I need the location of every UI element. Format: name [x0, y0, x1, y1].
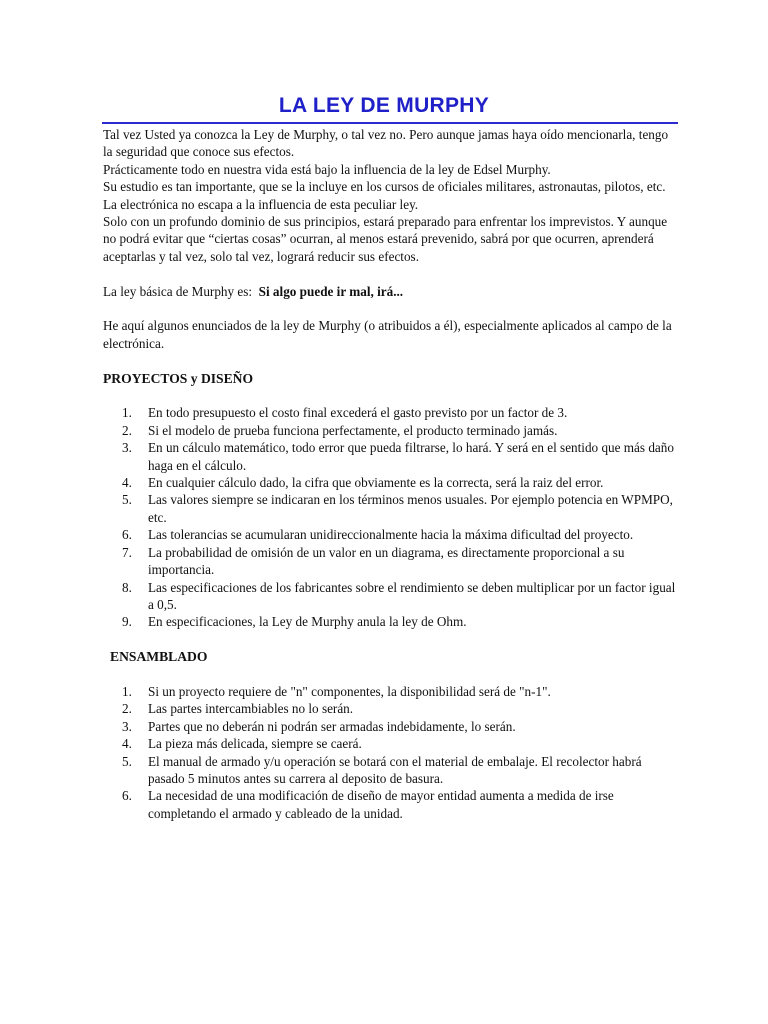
list-item-number: 4.	[122, 736, 132, 752]
list-item-text: En cualquier cálculo dado, la cifra que obviamente es la correcta, será la raiz del error.	[148, 475, 604, 491]
list-item-text: En un cálculo matemático, todo error que pueda filtrarse, lo hará. Y será en el sentido que más daño haga en el cálculo.	[148, 440, 674, 473]
list-item-text: En todo presupuesto el costo final excederá el gasto previsto por un factor de 3.	[148, 405, 568, 421]
basic-law-statement: Si algo puede ir mal, irá...	[258, 283, 404, 299]
list-item-text: Si un proyecto requiere de "n" componentes, la disponibilidad será de "n-1".	[148, 683, 551, 699]
basic-law-label: La ley básica de Murphy es:	[103, 283, 253, 299]
intro-paragraph: Solo con un profundo dominio de sus principios, estará preparado para enfrentar los imprevistos. Y aunque no podrá evitar que “ciertas cosas” ocurran, al menos estará prevenido, sabrá por que ocurren, aprenderá aceptarlas y tal vez, solo tal vez, logrará reducir sus efectos.	[103, 214, 668, 264]
list-item	[103, 491, 678, 526]
proyectos-list	[103, 404, 678, 630]
paragraph-spacer	[103, 300, 678, 317]
list-item-number: 8.	[122, 579, 132, 595]
list-item	[103, 474, 678, 491]
document-body	[103, 126, 678, 822]
list-item-number: 2.	[122, 701, 132, 717]
list-item	[103, 700, 678, 717]
list-item-number: 6.	[122, 527, 132, 543]
list-item-number: 5.	[122, 492, 132, 508]
intro-paragraph: Prácticamente todo en nuestra vida está bajo la influencia de la ley de Edsel Murphy.	[103, 161, 551, 177]
paragraph-spacer	[103, 387, 678, 404]
document-title: LA LEY DE MURPHY	[278, 94, 490, 117]
list-item	[103, 422, 678, 439]
list-item-text: La necesidad de una modificación de diseño de mayor entidad aumenta a medida de irse completando el armado y cableado de la unidad.	[148, 788, 614, 821]
list-item-number: 3.	[122, 718, 132, 734]
ensamblado-list	[103, 683, 678, 822]
list-item-number: 9.	[122, 614, 132, 630]
paragraph-spacer	[103, 631, 678, 648]
list-item	[103, 404, 678, 421]
list-item	[103, 735, 678, 752]
list-item-number: 5.	[122, 753, 132, 769]
list-item-number: 3.	[122, 440, 132, 456]
list-item-text: La pieza más delicada, siempre se caerá.	[148, 736, 362, 752]
list-item	[103, 787, 678, 822]
intro-paragraph: Su estudio es tan importante, que se la incluye en los cursos de oficiales militares, astronautas, pilotos, etc.	[103, 179, 666, 195]
list-item-text: Las tolerancias se acumularan unidireccionalmente hacia la máxima dificultad del proyecto.	[148, 527, 634, 543]
list-item-text: La probabilidad de omisión de un valor en un diagrama, es directamente proporcional a su importancia.	[148, 544, 625, 578]
list-item-number: 1.	[122, 683, 132, 699]
section-heading-ensamblado: ENSAMBLADO	[110, 649, 208, 665]
list-item-text: Las especificaciones de los fabricantes sobre el rendimiento se deben multiplicar por un factor igual a 0,5.	[148, 579, 676, 612]
list-item	[103, 718, 678, 735]
paragraph-spacer	[103, 352, 678, 369]
list-item-number: 2.	[122, 422, 132, 438]
list-item-text: Las partes intercambiables no lo serán.	[148, 701, 354, 717]
intro-paragraph: Tal vez Usted ya conozca la Ley de Murphy, o tal vez no. Pero aunque jamas haya oído mencionarla, tengo la seguridad que conoce sus efectos.	[103, 127, 669, 160]
list-item-number: 7.	[122, 544, 132, 560]
list-item	[103, 613, 678, 630]
list-item	[103, 544, 678, 579]
list-item	[103, 683, 678, 700]
list-item-text: En especificaciones, la Ley de Murphy anula la ley de Ohm.	[148, 614, 467, 630]
list-item-number: 6.	[122, 788, 132, 804]
list-item	[103, 579, 678, 614]
list-item-text: Las valores siempre se indicaran en los términos menos usuales. Por ejemplo potencia en WPMPO, etc.	[148, 492, 673, 525]
title-underline	[102, 122, 678, 124]
list-item-text: El manual de armado y/u operación se botará con el material de embalaje. El recolector habrá pasado 5 minutos antes su carrera al deposito de basura.	[148, 753, 642, 786]
basic-law-line	[103, 283, 678, 300]
list-item	[103, 753, 678, 788]
paragraph-spacer	[103, 666, 678, 683]
list-item	[103, 526, 678, 543]
list-item-text: Partes que no deberán ni podrán ser armadas indebidamente, lo serán.	[148, 718, 516, 734]
paragraph-spacer	[103, 265, 678, 282]
list-item-number: 4.	[122, 475, 132, 491]
list-item-number: 1.	[122, 405, 132, 421]
list-item	[103, 439, 678, 474]
intro-paragraph: La electrónica no escapa a la influencia de esta peculiar ley.	[103, 196, 419, 212]
preamble-paragraph: He aquí algunos enunciados de la ley de Murphy (o atribuidos a él), especialmente aplicados al campo de la electrónica.	[103, 318, 672, 351]
list-item-text: Si el modelo de prueba funciona perfectamente, el producto terminado jamás.	[148, 422, 558, 438]
section-heading-proyectos: PROYECTOS y DISEÑO	[103, 370, 254, 386]
